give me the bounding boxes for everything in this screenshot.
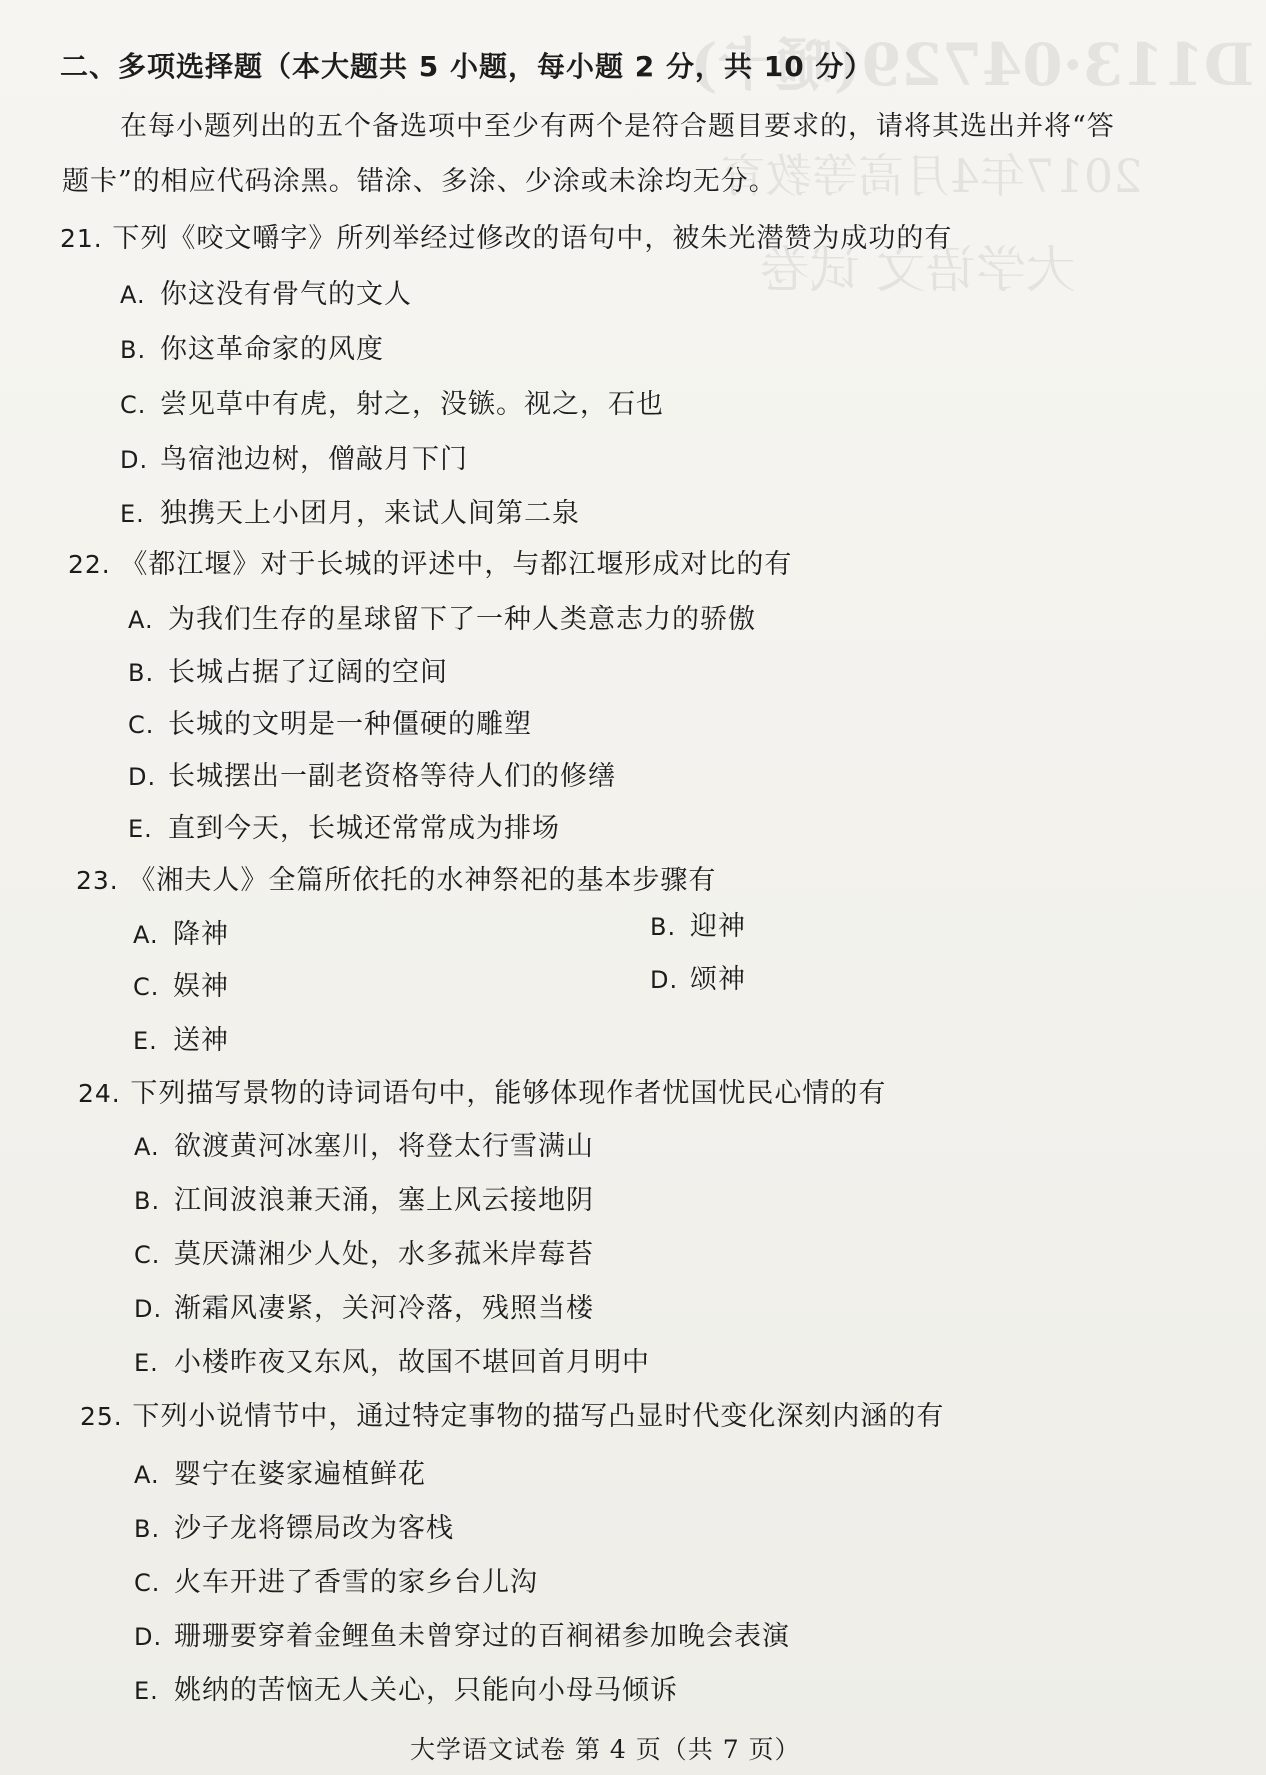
option-letter: A. [128,606,154,634]
question-25-option-b [134,1512,454,1546]
option-text: 莫厌潇湘少人处，水多菰米岸莓苔 [174,1239,594,1270]
question-25-stem [80,1400,944,1434]
option-letter: C. [128,711,155,739]
option-text: 直到今天，长城还常常成为排场 [168,813,560,844]
question-number: 23. [76,866,119,895]
question-22-stem [68,548,792,582]
question-23-option-a [133,918,229,952]
question-text: 《湘夫人》全篇所依托的水神祭祀的基本步骤有 [128,865,717,896]
question-24-option-d [134,1292,594,1326]
option-letter: B. [134,1187,161,1215]
question-21-option-b [120,333,384,367]
question-24-option-e [134,1346,650,1380]
question-text: 下列描写景物的诗词语句中，能够体现作者忧国忧民心情的有 [130,1078,887,1109]
option-text: 尝见草中有虎，射之，没镞。视之，石也 [160,389,664,420]
question-24-stem [78,1077,886,1111]
option-text: 渐霜风凄紧，关河冷落，残照当楼 [174,1293,594,1324]
question-22-option-c [128,708,532,742]
option-letter: B. [650,913,677,941]
question-25-option-a [134,1458,426,1492]
option-text: 姚纳的苦恼无人关心，只能向小母马倾诉 [174,1675,678,1706]
option-letter: C. [134,1569,161,1597]
option-text: 送神 [173,1025,229,1056]
option-text: 降神 [173,919,229,950]
option-text: 长城占据了辽阔的空间 [168,657,448,688]
option-letter: D. [134,1623,163,1651]
question-text: 下列《咬文嚼字》所列举经过修改的语句中，被朱光潜赞为成功的有 [112,223,953,254]
option-letter: B. [134,1515,161,1543]
question-number: 21. [60,224,103,253]
question-23-option-c [133,970,229,1004]
section-title: 二、多项选择题（本大题共 5 小题，每小题 2 分，共 10 分） [60,50,874,83]
page-footer: 大学语文试卷 第 4 页（共 7 页） [410,1735,801,1764]
option-letter: A. [120,281,146,309]
option-letter: A. [134,1133,160,1161]
question-23-option-d [650,963,746,997]
question-22-option-d [128,760,616,794]
option-letter: E. [134,1349,159,1377]
option-text: 为我们生存的星球留下了一种人类意志力的骄傲 [168,604,756,635]
option-text: 火车开进了香雪的家乡台儿沟 [174,1567,538,1598]
section-instruction-line2: 题卡”的相应代码涂黑。错涂、多涂、少涂或未涂均无分。 [62,166,777,197]
option-letter: C. [133,973,160,1001]
question-22-option-a [128,603,756,637]
question-21-stem [60,222,952,256]
question-21-option-e [120,497,580,531]
question-21-option-c [120,388,664,422]
question-22-option-b [128,656,448,690]
option-letter: A. [133,921,159,949]
section-instruction-line1: 在每小题列出的五个备选项中至少有两个是符合题目要求的，请将其选出并将“答 [120,111,1115,142]
option-text: 鸟宿池边树，僧敲月下门 [160,444,468,475]
option-letter: D. [120,446,149,474]
option-letter: C. [134,1241,161,1269]
option-letter: E. [134,1677,159,1705]
question-22-option-e [128,812,560,846]
question-text: 《都江堰》对于长城的评述中，与都江堰形成对比的有 [120,549,793,580]
question-21-option-d [120,443,468,477]
question-23-option-b [650,910,746,944]
question-number: 24. [78,1079,121,1108]
question-24-option-a [134,1130,594,1164]
question-25-option-c [134,1566,538,1600]
option-text: 独携天上小团月，来试人间第二泉 [160,498,580,529]
question-23-stem [76,864,716,898]
option-text: 长城摆出一副老资格等待人们的修缮 [168,761,616,792]
option-letter: B. [128,659,155,687]
option-text: 颂神 [690,964,746,995]
question-24-option-b [134,1184,594,1218]
bleed-through-header: D113·04729(嗵卡) [690,31,1255,99]
question-21-option-a [120,278,412,312]
option-text: 长城的文明是一种僵硬的雕塑 [168,709,532,740]
option-letter: D. [650,966,679,994]
option-text: 小楼昨夜又东风，故国不堪回首月明中 [174,1347,650,1378]
option-text: 欲渡黄河冰塞川，将登太行雪满山 [174,1131,594,1162]
option-text: 江间波浪兼天涌，塞上风云接地阴 [174,1185,594,1216]
question-23-option-e [133,1024,229,1058]
option-letter: D. [134,1295,163,1323]
option-text: 你这没有骨气的文人 [160,279,412,310]
question-24-option-c [134,1238,594,1272]
question-number: 25. [80,1402,123,1431]
option-letter: B. [120,336,147,364]
option-letter: E. [128,815,153,843]
bleed-through-year: 2017年4月高等教育 [720,149,1143,203]
bleed-through-title: 大学语文 试卷 [760,241,1076,299]
question-25-option-e [134,1674,678,1708]
option-text: 你这革命家的风度 [160,334,384,365]
option-text: 沙子龙将镖局改为客栈 [174,1513,454,1544]
option-letter: A. [134,1461,160,1489]
option-letter: E. [133,1027,158,1055]
option-text: 迎神 [690,911,746,942]
question-text: 下列小说情节中，通过特定事物的描写凸显时代变化深刻内涵的有 [132,1401,945,1432]
option-text: 婴宁在婆家遍植鲜花 [174,1459,426,1490]
question-25-option-d [134,1620,790,1654]
option-text: 娱神 [173,971,229,1002]
option-letter: D. [128,763,157,791]
option-letter: E. [120,500,145,528]
question-number: 22. [68,550,111,579]
option-text: 珊珊要穿着金鲤鱼未曾穿过的百裥裙参加晚会表演 [174,1621,790,1652]
option-letter: C. [120,391,147,419]
